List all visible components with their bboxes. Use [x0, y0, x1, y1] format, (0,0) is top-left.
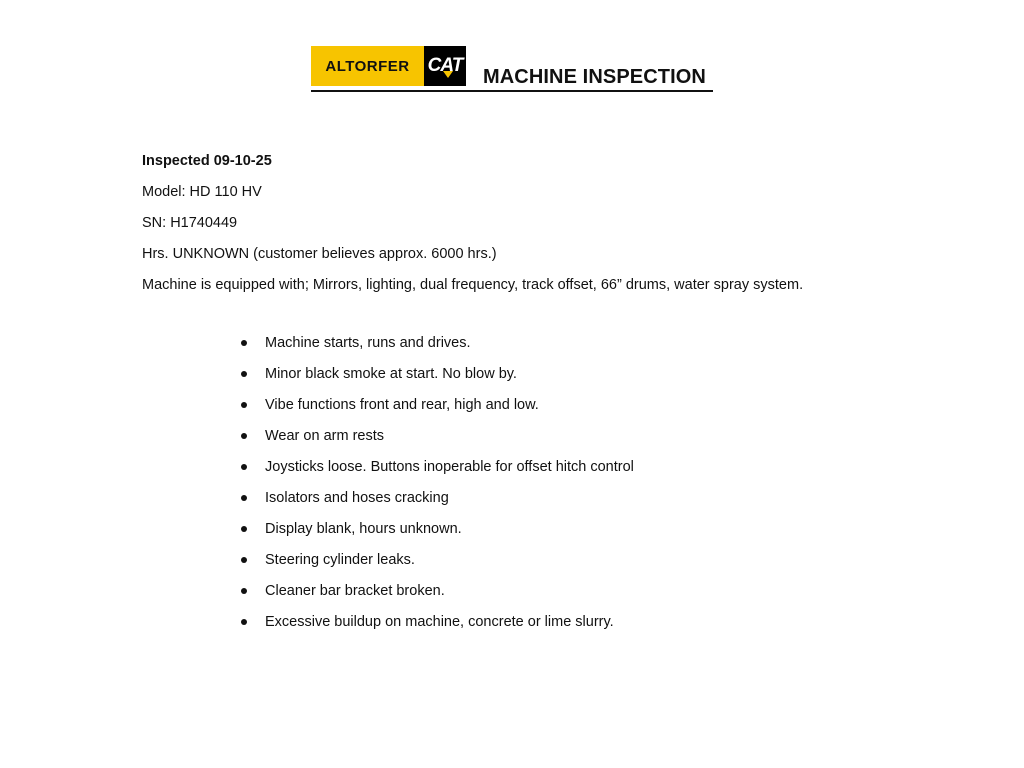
finding-text: Display blank, hours unknown. [265, 521, 462, 537]
cat-triangle-icon [443, 71, 453, 78]
bullet-icon [241, 588, 247, 594]
bullet-icon [241, 402, 247, 408]
list-item [238, 332, 634, 363]
equipment-line: Machine is equipped with; Mirrors, lighting, dual frequency, track offset, 66” drums, water spray system. [142, 277, 804, 293]
bullet-icon [241, 464, 247, 470]
list-item [238, 580, 634, 611]
bullet-icon [241, 371, 247, 377]
list-item [238, 549, 634, 580]
serial-number-line: SN: H1740449 [142, 215, 238, 231]
page-title: MACHINE INSPECTION [483, 66, 706, 88]
hours-line: Hrs. UNKNOWN (customer believes approx. 6000 hrs.) [142, 246, 497, 262]
dealer-name-block: ALTORFER [311, 46, 424, 86]
inspection-date: Inspected 09-10-25 [142, 153, 272, 169]
finding-text: Cleaner bar bracket broken. [265, 583, 445, 599]
finding-text: Vibe functions front and rear, high and low. [265, 397, 539, 413]
cat-brand-mark: CAT [427, 55, 463, 76]
machine-info [142, 146, 803, 301]
list-item [238, 518, 634, 549]
finding-text: Wear on arm rests [265, 428, 384, 444]
bullet-icon [241, 495, 247, 501]
model-line: Model: HD 110 HV [142, 184, 262, 200]
finding-text: Isolators and hoses cracking [265, 490, 449, 506]
bullet-icon [241, 557, 247, 563]
finding-text: Steering cylinder leaks. [265, 552, 415, 568]
list-item [238, 363, 634, 394]
finding-text: Machine starts, runs and drives. [265, 335, 471, 351]
bullet-icon [241, 433, 247, 439]
finding-text: Minor black smoke at start. No blow by. [265, 366, 517, 382]
list-item [238, 456, 634, 487]
header-underline [311, 90, 713, 92]
list-item [238, 487, 634, 518]
inspection-findings-list [238, 332, 634, 642]
list-item [238, 425, 634, 456]
bullet-icon [241, 619, 247, 625]
altorfer-cat-logo [311, 46, 466, 86]
bullet-icon [241, 526, 247, 532]
cat-mark-block [424, 46, 466, 86]
list-item [238, 611, 634, 642]
list-item [238, 394, 634, 425]
bullet-icon [241, 340, 247, 346]
document-header [311, 46, 713, 92]
finding-text: Joysticks loose. Buttons inoperable for offset hitch control [265, 459, 634, 475]
finding-text: Excessive buildup on machine, concrete or lime slurry. [265, 614, 614, 630]
